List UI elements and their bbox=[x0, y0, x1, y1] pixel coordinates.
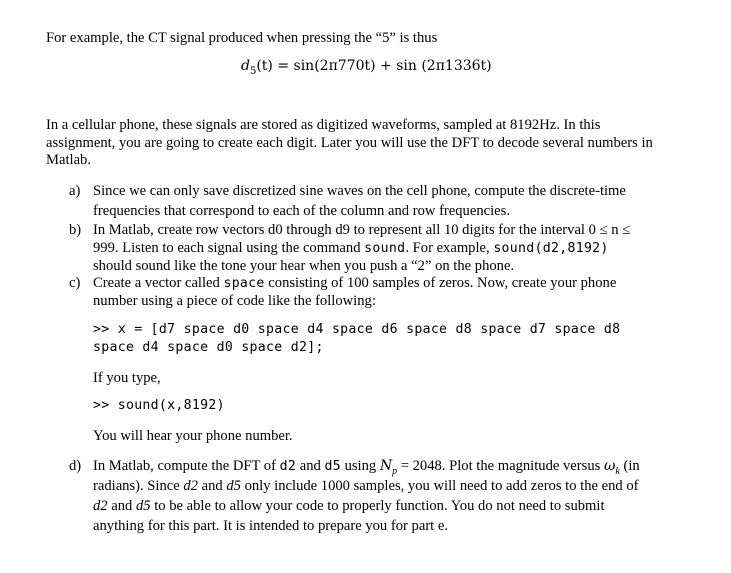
code-sound-x: >> sound(x,8192) bbox=[93, 398, 225, 413]
code-block-line: >> x = [d7 space d0 space d4 space d6 space d8 space d7 space d8 bbox=[93, 322, 621, 337]
item-b-label: b) bbox=[69, 222, 82, 238]
item-b-text: . For example, bbox=[405, 240, 494, 256]
code-sound: sound bbox=[364, 241, 406, 256]
body-paragraph bbox=[46, 117, 686, 170]
item-b-line: should sound like the tone your hear when you push a “2” on the phone. bbox=[93, 258, 515, 274]
item-b-text: 999. Listen to each signal using the command bbox=[93, 240, 365, 256]
item-c-line: number using a piece of code like the following: bbox=[93, 293, 376, 309]
symbol-Np-sub: p bbox=[392, 465, 398, 477]
code-sound-example: sound(d2,8192) bbox=[493, 241, 609, 256]
item-b-line bbox=[93, 240, 609, 257]
item-d-text: radians). Since bbox=[93, 478, 184, 494]
item-d-text: = 2048. Plot the magnitude versus bbox=[397, 458, 604, 474]
paragraph-line: In a cellular phone, these signals are stored as digitized waveforms, sampled at 8192Hz. In this bbox=[46, 117, 601, 133]
code-block-line: space d4 space d0 space d2]; bbox=[93, 340, 324, 355]
hear-phone-number-text: You will hear your phone number. bbox=[93, 428, 293, 444]
item-a-line: frequencies that correspond to each of the column and row frequencies. bbox=[93, 203, 510, 219]
intro-text: For example, the CT signal produced when pressing the “5” is thus bbox=[46, 30, 438, 46]
item-d-line bbox=[93, 498, 605, 515]
item-d-text: In Matlab, compute the DFT of bbox=[93, 458, 280, 474]
paragraph-line: assignment, you are going to create each digit. Later you will use the DFT to decode several numbers in bbox=[46, 134, 653, 151]
code-d2: d2 bbox=[279, 459, 297, 474]
item-d-line bbox=[93, 458, 640, 477]
item-d-text: only include 1000 samples, you will need to add zeros to the end of bbox=[240, 478, 639, 494]
symbol-omega: ω bbox=[603, 458, 616, 474]
var-d5: d5 bbox=[135, 498, 151, 514]
item-d-label: d) bbox=[69, 458, 82, 474]
var-d2: d2 bbox=[183, 478, 198, 494]
code-space: space bbox=[223, 276, 265, 291]
item-d-text: (in bbox=[619, 458, 640, 474]
equation-rest: (t) = sin(2π770t) + sin (2π1336t) bbox=[256, 58, 492, 74]
item-a-label: a) bbox=[69, 183, 81, 199]
item-d-text: using bbox=[340, 458, 380, 474]
item-d-text: and bbox=[107, 498, 136, 514]
item-c-text: consisting of 100 samples of zeros. Now, create your phone bbox=[264, 275, 617, 291]
equation-lhs: d bbox=[241, 58, 250, 74]
item-d-line: anything for this part. It is intended to prepare you for part e. bbox=[93, 518, 449, 534]
item-c-line bbox=[93, 275, 616, 292]
item-d-text: and bbox=[197, 478, 227, 494]
symbol-omega-sub: k bbox=[615, 465, 620, 477]
item-b-line: In Matlab, create row vectors d0 through d9 to represent all 10 digits for the interval 0 ≤ n ≤ bbox=[93, 222, 631, 238]
item-c-text: Create a vector called bbox=[93, 275, 224, 291]
var-d5: d5 bbox=[226, 478, 241, 494]
item-d-text: to be able to allow your code to properly function. You do not need to submit bbox=[150, 498, 605, 514]
equation-d5 bbox=[241, 58, 492, 77]
var-d2: d2 bbox=[93, 498, 108, 514]
equation-lhs-sub: 5 bbox=[249, 65, 257, 77]
symbol-Np: N bbox=[379, 458, 393, 474]
item-d-line bbox=[93, 478, 639, 495]
item-d-text: and bbox=[296, 458, 325, 474]
item-a-line: Since we can only save discretized sine waves on the cell phone, compute the discrete-time bbox=[93, 183, 626, 199]
paragraph-line: Matlab. bbox=[46, 152, 91, 168]
code-d5: d5 bbox=[324, 459, 341, 474]
if-you-type-text: If you type, bbox=[93, 370, 161, 386]
item-c-label: c) bbox=[69, 275, 81, 291]
